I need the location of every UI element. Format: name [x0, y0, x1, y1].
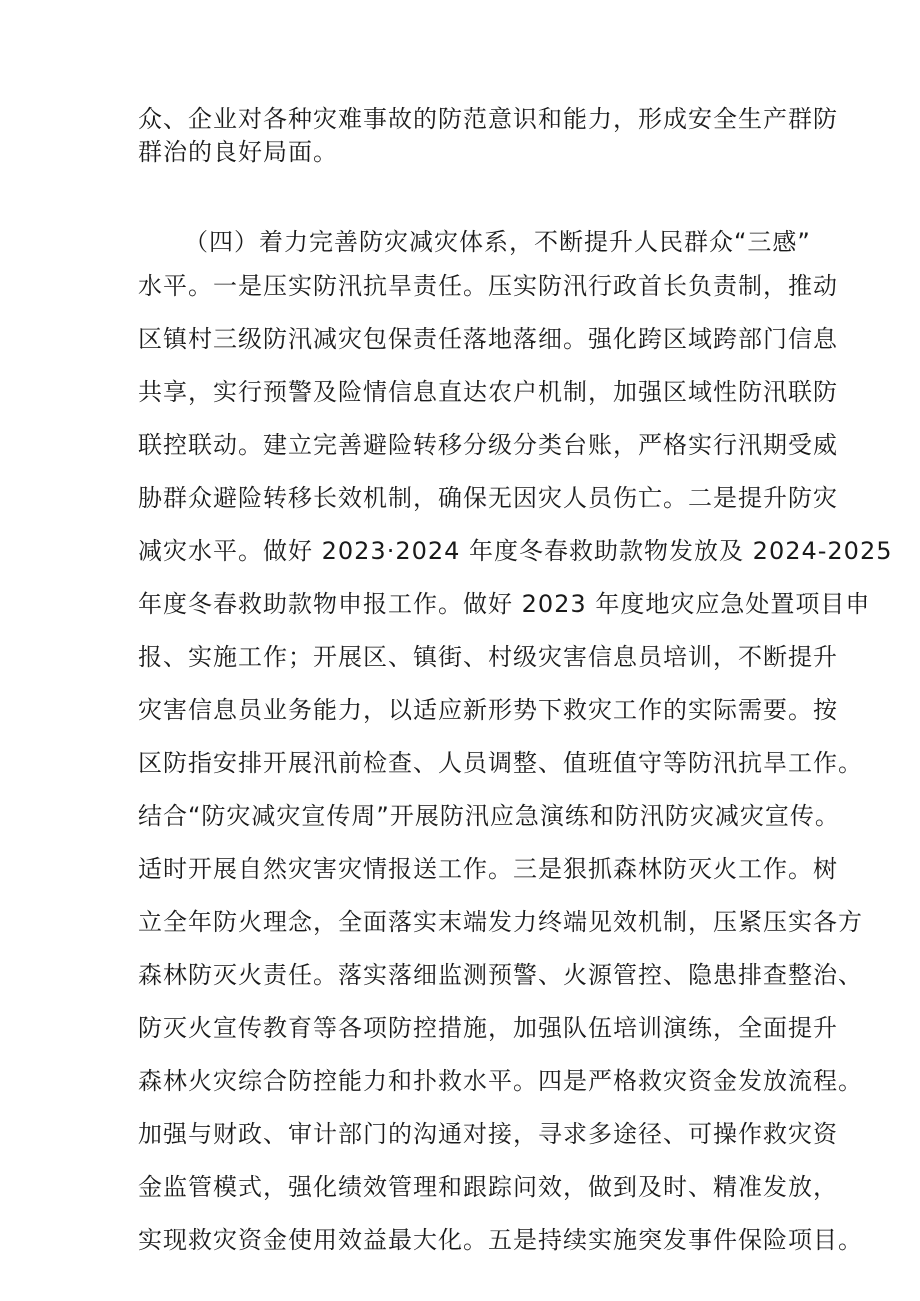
paragraph-2-line-17: 森林火灾综合防控能力和扑救水平。四是严格救灾资金发放流程。	[138, 1067, 863, 1095]
paragraph-1-line-1: 众、企业对各种灾难事故的防范意识和能力，形成安全生产群防	[138, 105, 838, 133]
paragraph-2-line-11: 区防指安排开展汛前检查、人员调整、值班值守等防汛抗旱工作。	[138, 749, 863, 777]
paragraph-2-line-13: 适时开展自然灾害灾情报送工作。三是狠抓森林防灭火工作。树	[138, 855, 838, 883]
paragraph-2-line-10: 灾害信息员业务能力，以适应新形势下救灾工作的实际需要。按	[138, 696, 838, 724]
paragraph-2-line-8: 年度冬春救助款物申报工作。做好 2023 年度地灾应急处置项目申	[138, 590, 871, 618]
paragraph-2-line-15: 森林防灭火责任。落实落细监测预警、火源管控、隐患排查整治、	[138, 961, 863, 989]
paragraph-2-line-9: 报、实施工作；开展区、镇街、村级灾害信息员培训，不断提升	[138, 643, 838, 671]
paragraph-1-line-2: 群治的良好局面。	[138, 138, 338, 166]
paragraph-2-line-1: （四）着力完善防灾减灾体系，不断提升人民群众“三感”	[184, 228, 811, 256]
paragraph-2-line-12: 结合“防灾减灾宣传周”开展防汛应急演练和防汛防灾减灾宣传。	[138, 802, 840, 830]
paragraph-2-line-4: 共享，实行预警及险情信息直达农户机制，加强区域性防汛联防	[138, 378, 838, 406]
paragraph-2-line-2: 水平。一是压实防汛抗旱责任。压实防汛行政首长负责制，推动	[138, 272, 838, 300]
paragraph-2-line-5: 联控联动。建立完善避险转移分级分类台账，严格实行汛期受威	[138, 431, 838, 459]
paragraph-2-line-19: 金监管模式，强化绩效管理和跟踪问效，做到及时、精准发放，	[138, 1173, 838, 1201]
paragraph-2-line-6: 胁群众避险转移长效机制，确保无因灾人员伤亡。二是提升防灾	[138, 484, 838, 512]
paragraph-2-line-14: 立全年防火理念，全面落实末端发力终端见效机制，压紧压实各方	[138, 908, 863, 936]
paragraph-2-line-16: 防灭火宣传教育等各项防控措施，加强队伍培训演练，全面提升	[138, 1014, 838, 1042]
paragraph-2-line-18: 加强与财政、审计部门的沟通对接，寻求多途径、可操作救灾资	[138, 1120, 838, 1148]
paragraph-2-line-7: 减灾水平。做好 2023·2024 年度冬春救助款物发放及 2024-2025	[138, 537, 893, 565]
paragraph-2-line-20: 实现救灾资金使用效益最大化。五是持续实施突发事件保险项目。	[138, 1226, 863, 1254]
paragraph-2-line-3: 区镇村三级防汛减灾包保责任落地落细。强化跨区域跨部门信息	[138, 325, 838, 353]
